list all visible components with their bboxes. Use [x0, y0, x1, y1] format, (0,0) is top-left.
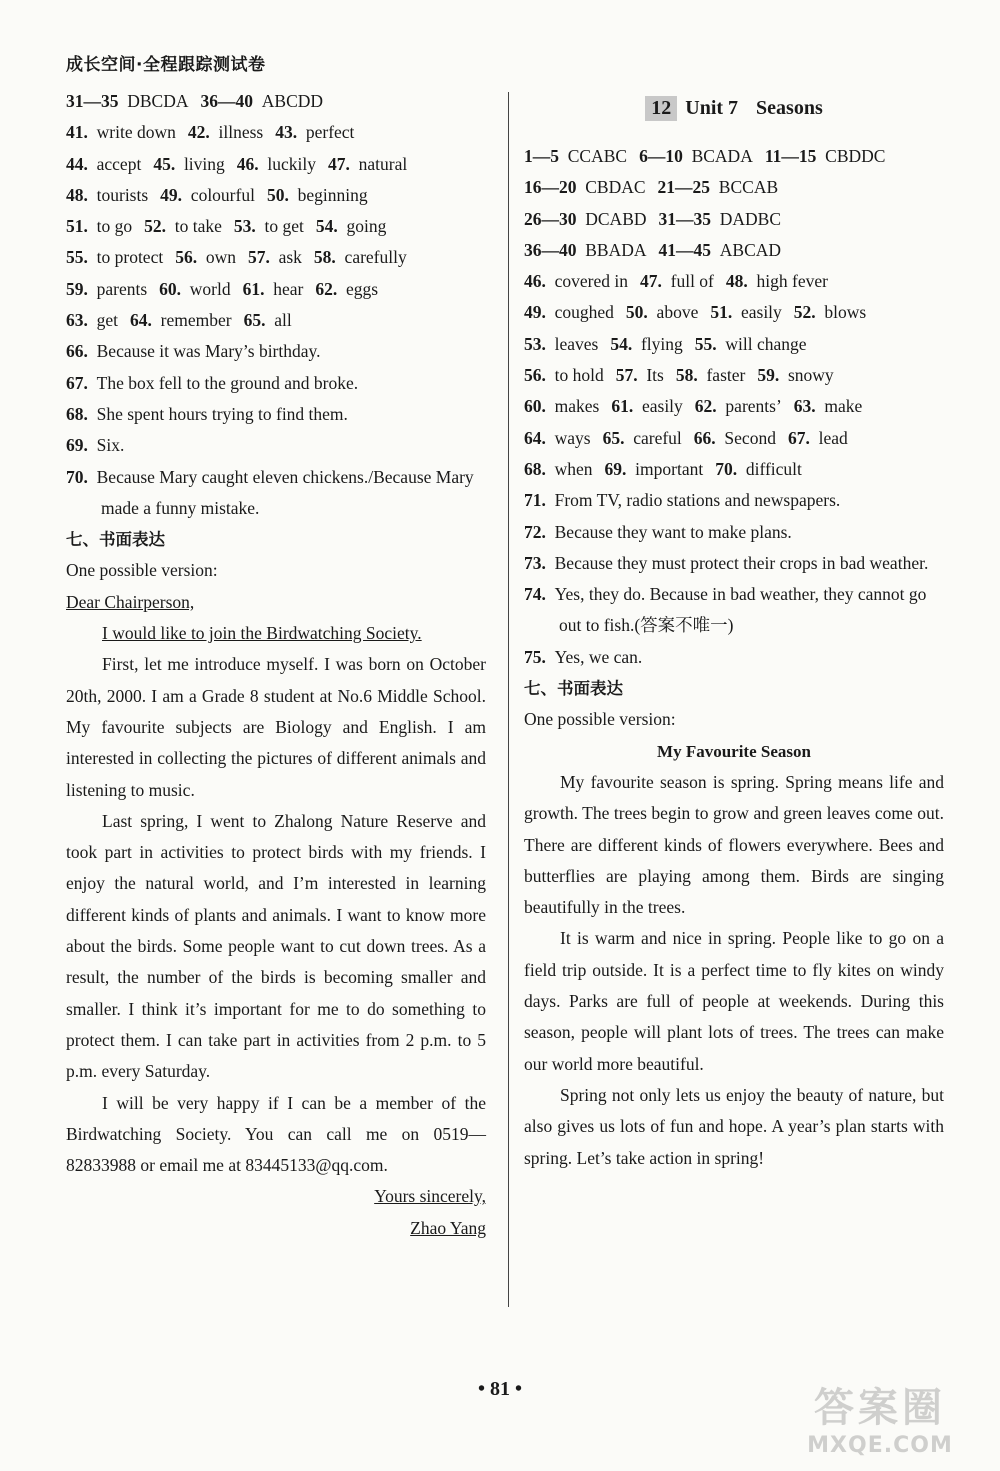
answer-text: parents’: [725, 396, 782, 417]
answer-text: ask: [278, 247, 302, 268]
essay-paragraph: It is warm and nice in spring. People like to go on a field trip outside. It is a perfect time to fly kites on windy days. Parks are full of people at weekends. During this season, people will plant lots of trees. The trees can make our world more beautiful.: [524, 928, 944, 1074]
answer-number: 53.: [233, 216, 256, 237]
answer-text: The box fell to the ground and broke.: [96, 372, 359, 393]
answer-item: [715, 454, 802, 485]
answer-text: natural: [358, 153, 408, 174]
answer-text: Its: [646, 365, 664, 386]
left-column: [66, 86, 486, 1244]
answer-number: 59.: [757, 365, 780, 386]
answer-number: 49.: [160, 184, 183, 205]
answer-row: [524, 485, 944, 516]
answer-row: [66, 368, 486, 399]
answer-text: eggs: [346, 278, 379, 299]
answer-text: accept: [96, 153, 142, 174]
answer-text: leaves: [554, 333, 599, 354]
answer-number: 63.: [793, 396, 816, 417]
answer-number: 54.: [315, 216, 338, 237]
answer-item: [726, 266, 828, 297]
answer-number: 70.: [715, 458, 738, 479]
answer-row: [66, 117, 486, 148]
answer-text: easily: [641, 396, 683, 417]
answer-number: 57.: [247, 247, 270, 268]
answer-text: parents: [96, 278, 148, 299]
answer-text: to take: [174, 216, 222, 237]
answer-number: 36—40: [524, 239, 577, 260]
answer-number: 41.: [66, 122, 88, 143]
letter-salutation: Dear Chairperson,: [66, 591, 195, 612]
answer-item: [66, 211, 132, 242]
answer-75: 75. Yes, we can.: [524, 646, 643, 667]
answer-number: 60.: [524, 396, 546, 417]
answer-number: 47.: [640, 271, 662, 292]
answer-number: 42.: [187, 122, 210, 143]
essay-title: My Favourite Season: [657, 741, 811, 761]
answer-number: 56.: [524, 365, 546, 386]
answer-item: [524, 423, 591, 454]
answer-row: [524, 172, 944, 203]
answer-text: difficult: [745, 458, 802, 479]
answer-text: high fever: [756, 271, 828, 292]
answer-item: [66, 86, 189, 117]
answer-row: [524, 235, 944, 266]
answer-number: 36—40: [200, 91, 254, 111]
answer-number: 58.: [675, 365, 698, 386]
answer-text: remember: [160, 310, 232, 331]
answer-item: [316, 211, 387, 242]
answer-text: world: [189, 278, 231, 299]
answer-number: 69.: [604, 458, 627, 479]
answer-number: 52.: [793, 302, 816, 323]
answer-number: 49.: [524, 302, 546, 323]
letter-paragraph: First, let me introduce myself. I was born on October 20th, 2000. I am a Grade 8 student at No.6 Middle School. My favourite subjects are Biology and English. I am interested in collecting the pictures of different animals and listening to music.: [66, 654, 486, 800]
answer-number: 47.: [328, 153, 350, 174]
answer-item: [328, 149, 407, 180]
answer-item: [237, 149, 316, 180]
answer-number: 55.: [66, 247, 88, 268]
sample-essay: [524, 736, 944, 1174]
answer-item: [144, 211, 222, 242]
answer-number: 54.: [610, 333, 633, 354]
answer-text: to hold: [554, 365, 604, 386]
answer-number: 60.: [159, 278, 182, 299]
column-divider: [508, 92, 509, 1307]
answer-text: CBDAC: [585, 177, 646, 198]
answer-number: 72.: [524, 521, 546, 542]
answer-text: ABCDD: [261, 91, 324, 111]
answer-number: 31—35: [66, 91, 119, 111]
answer-number: 66.: [693, 427, 716, 448]
answer-item: [524, 141, 627, 172]
page-number: • 81 •: [477, 1378, 522, 1400]
answer-text: DADBC: [719, 208, 782, 229]
answer-text: She spent hours trying to find them.: [96, 403, 348, 424]
answer-number: 56.: [175, 247, 198, 268]
answer-text: ways: [554, 427, 591, 448]
answer-number: 44.: [66, 153, 88, 174]
answer-item: [794, 297, 866, 328]
answer-item: [234, 211, 304, 242]
answer-number: 69.: [66, 435, 88, 456]
answer-text: From TV, radio stations and newspapers.: [554, 490, 841, 511]
answer-number: 52.: [144, 216, 166, 237]
unit-heading: [524, 86, 944, 130]
running-header: 成长空间·全程跟踪测试卷: [66, 55, 266, 75]
answer-text: faster: [706, 365, 746, 386]
answer-item: [66, 368, 358, 399]
answer-text: luckily: [267, 153, 317, 174]
answer-number: 67.: [787, 427, 810, 448]
answer-text: write down: [96, 122, 176, 143]
answer-text: to get: [264, 216, 304, 237]
answer-row: [66, 305, 486, 336]
answer-item: [524, 204, 647, 235]
answer-text: easily: [740, 302, 782, 323]
answer-item: [524, 391, 599, 422]
answer-row: [66, 399, 486, 430]
version-label: One possible version:: [524, 709, 676, 730]
letter-signature: Zhao Yang: [410, 1217, 486, 1238]
answer-row: [524, 391, 944, 422]
answer-item: [524, 454, 593, 485]
answer-item: [524, 360, 604, 391]
letter-opening: I would like to join the Birdwatching Society.: [102, 623, 422, 644]
answer-item: [66, 305, 118, 336]
answer-item: [676, 360, 746, 391]
answer-number: 1—5: [524, 146, 559, 166]
answer-number: 66.: [66, 341, 88, 362]
answer-item: [626, 297, 698, 328]
answer-item: [765, 141, 886, 172]
answer-number: 48.: [66, 184, 88, 205]
answer-number: 64.: [524, 427, 546, 448]
answer-text: Six.: [96, 435, 125, 456]
answer-item: [794, 391, 863, 422]
answer-number: 21—25: [657, 177, 711, 198]
answer-item: [188, 117, 263, 148]
watermark-mark: 答案圈: [814, 1385, 946, 1431]
answer-number: 62.: [694, 396, 717, 417]
answer-text: DCABD: [585, 208, 647, 229]
answer-item: [66, 274, 147, 305]
answer-text: full of: [670, 271, 714, 292]
answer-number: 51.: [710, 302, 733, 323]
answer-text: when: [554, 458, 593, 479]
answer-item: [757, 360, 833, 391]
answer-number: 48.: [725, 271, 748, 292]
answer-item: [201, 86, 324, 117]
answer-item: [315, 274, 378, 305]
writing-section-title: 七、书面表达: [66, 530, 165, 550]
letter-paragraph: I will be very happy if I can be a member of the Birdwatching Society. You can call me on 0519—82833988 or email me at 83445133@qq.com.: [66, 1092, 486, 1176]
answer-text: ABCAD: [719, 239, 782, 260]
answer-text: colourful: [190, 184, 255, 205]
answer-item: [248, 242, 302, 273]
answer-row: [66, 274, 486, 305]
answer-number: 55.: [694, 333, 717, 354]
answer-text: BCCAB: [718, 177, 779, 198]
answer-text: own: [205, 247, 236, 268]
answer-text: CCABC: [567, 146, 628, 166]
answer-row: [66, 149, 486, 180]
right-column: [524, 86, 944, 1174]
answer-item: [640, 266, 714, 297]
answer-number: 68.: [524, 458, 546, 479]
answer-text: careful: [633, 427, 682, 448]
answer-number: 43.: [275, 122, 298, 143]
answer-row: [66, 211, 486, 242]
answer-text: snowy: [787, 365, 834, 386]
answer-74: 74. Yes, they do. Because in bad weather, they cannot go out to fish.(答案不唯一): [524, 584, 927, 636]
answer-73: 73. Because they must protect their crops in bad weather.: [524, 552, 929, 573]
answer-text: get: [96, 310, 119, 331]
answer-number: 6—10: [639, 146, 683, 166]
answer-text: make: [824, 396, 863, 417]
answer-item: [616, 360, 664, 391]
answer-item: [130, 305, 232, 336]
answer-item: [659, 235, 782, 266]
answer-item: [66, 336, 321, 367]
answer-item: [275, 117, 354, 148]
answer-item: [175, 242, 236, 273]
answer-item: [66, 430, 124, 461]
answer-number: 50.: [625, 302, 648, 323]
answer-item: [524, 266, 628, 297]
answer-text: makes: [554, 396, 600, 417]
answer-row: [524, 204, 944, 235]
answer-item: [524, 329, 598, 360]
answer-row: [524, 517, 944, 548]
answer-item: [66, 242, 163, 273]
answer-text: Second: [724, 427, 776, 448]
answer-item: [611, 391, 682, 422]
answer-row: [66, 180, 486, 211]
answer-text: tourists: [96, 184, 149, 205]
answer-number: 67.: [66, 372, 88, 393]
answer-number: 58.: [313, 247, 336, 268]
essay-paragraph: My favourite season is spring. Spring means life and growth. The trees begin to grow and green leaves come out. There are different kinds of flowers everywhere. Bees and butterflies are playing among them. Birds are singing beautifully in the trees.: [524, 771, 944, 918]
writing-section-title: 七、书面表达: [524, 679, 623, 699]
answer-text: to protect: [96, 247, 164, 268]
answer-item: [243, 274, 304, 305]
answer-item: [658, 172, 779, 203]
answer-number: 62.: [315, 278, 338, 299]
answer-item: [694, 423, 776, 454]
answer-text: CBDDC: [825, 146, 886, 166]
answer-text: going: [346, 216, 387, 237]
answer-number: 59.: [66, 278, 88, 299]
answer-item: [66, 180, 148, 211]
answer-number: 51.: [66, 216, 88, 237]
answer-number: 61.: [242, 278, 265, 299]
answer-text: BBADA: [585, 239, 647, 260]
unit-number-badge: 12: [645, 96, 677, 121]
answer-row: [524, 423, 944, 454]
answer-item: [610, 329, 682, 360]
watermark-site: MXQE.COM: [807, 1433, 953, 1458]
answer-text: perfect: [305, 122, 355, 143]
answer-number: 26—30: [524, 208, 577, 229]
right-answer-list: [524, 141, 944, 548]
answer-70: 70. Because Mary caught eleven chickens./Because Mary made a funny mistake.: [66, 466, 474, 518]
answer-item: [710, 297, 781, 328]
essay-paragraph: Spring not only lets us enjoy the beauty of nature, but also gives us lots of fun and hope. A year’s plan starts with spring. Let’s take action in spring!: [524, 1084, 944, 1168]
answer-item: [605, 454, 704, 485]
answer-number: 11—15: [764, 146, 817, 166]
answer-item: [659, 204, 782, 235]
answer-item: [524, 235, 647, 266]
answer-row: [524, 266, 944, 297]
version-label: One possible version:: [66, 560, 218, 581]
answer-number: 64.: [130, 310, 152, 331]
answer-item: [66, 117, 176, 148]
answer-row: [524, 360, 944, 391]
answer-text: DBCDA: [127, 91, 189, 111]
letter-paragraph: Last spring, I went to Zhalong Nature Reserve and took part in activities to protect birds with my friends. I enjoy the natural world, and I’m interested in learning different kinds of plants and animals. I want to know more about the birds. Some people want to cut down trees. As a result, the number of the birds is becoming smaller and smaller. I think it’s important for me to do something to protect them. I can take part in activities from 2 p.m. to 5 p.m. every Saturday.: [66, 810, 486, 1082]
answer-number: 41—45: [658, 239, 712, 260]
answer-text: above: [656, 302, 699, 323]
answer-text: BCADA: [691, 146, 753, 166]
answer-text: beginning: [297, 184, 368, 205]
answer-item: [524, 172, 646, 203]
answer-row: [66, 336, 486, 367]
answer-number: 65.: [243, 310, 266, 331]
answer-number: 50.: [266, 184, 289, 205]
answer-row: [524, 297, 944, 328]
answer-row: [524, 329, 944, 360]
answer-row: [66, 242, 486, 273]
answer-number: 63.: [66, 310, 88, 331]
answer-number: 71.: [524, 490, 546, 511]
answer-item: [695, 329, 807, 360]
answer-number: 53.: [524, 333, 546, 354]
answer-item: [244, 305, 292, 336]
answer-row: [66, 86, 486, 117]
answer-number: 31—35: [658, 208, 712, 229]
answer-text: blows: [824, 302, 867, 323]
answer-text: lead: [818, 427, 848, 448]
answer-item: [524, 517, 792, 548]
answer-item: [695, 391, 782, 422]
answer-text: living: [183, 153, 225, 174]
answer-text: flying: [640, 333, 683, 354]
answer-text: coughed: [554, 302, 614, 323]
sample-letter: [66, 587, 486, 1244]
answer-number: 46.: [236, 153, 259, 174]
answer-text: carefully: [344, 247, 407, 268]
answer-number: 65.: [602, 427, 625, 448]
answer-number: 45.: [153, 153, 176, 174]
answer-text: will change: [725, 333, 807, 354]
letter-closing: Yours sincerely,: [374, 1186, 486, 1207]
answer-item: [639, 141, 753, 172]
answer-row: [524, 141, 944, 172]
answer-item: [524, 485, 840, 516]
unit-name: Seasons: [756, 96, 823, 119]
site-watermark-logo: [780, 1376, 980, 1466]
answer-item: [524, 297, 614, 328]
answer-item: [153, 149, 224, 180]
answer-item: [603, 423, 682, 454]
unit-label: Unit 7: [685, 96, 739, 119]
answer-text: important: [635, 458, 704, 479]
answer-text: hear: [273, 278, 304, 299]
answer-item: [159, 274, 230, 305]
answer-text: Because it was Mary’s birthday.: [96, 341, 321, 362]
answer-text: Because they want to make plans.: [554, 521, 792, 542]
answer-number: 61.: [611, 396, 634, 417]
answer-item: [314, 242, 407, 273]
answer-item: [66, 399, 348, 430]
answer-row: [524, 454, 944, 485]
answer-item: [267, 180, 368, 211]
answer-item: [160, 180, 255, 211]
answer-text: illness: [218, 122, 264, 143]
answer-row: [66, 430, 486, 461]
answer-number: 46.: [524, 271, 546, 292]
answer-number: 57.: [615, 365, 638, 386]
left-answer-list: [66, 86, 486, 462]
answer-number: 16—20: [524, 177, 577, 198]
answer-text: to go: [96, 216, 133, 237]
answer-item: [66, 149, 141, 180]
answer-item: [788, 423, 848, 454]
answer-text: covered in: [554, 271, 628, 292]
answer-number: 68.: [66, 403, 88, 424]
answer-text: all: [274, 310, 292, 331]
